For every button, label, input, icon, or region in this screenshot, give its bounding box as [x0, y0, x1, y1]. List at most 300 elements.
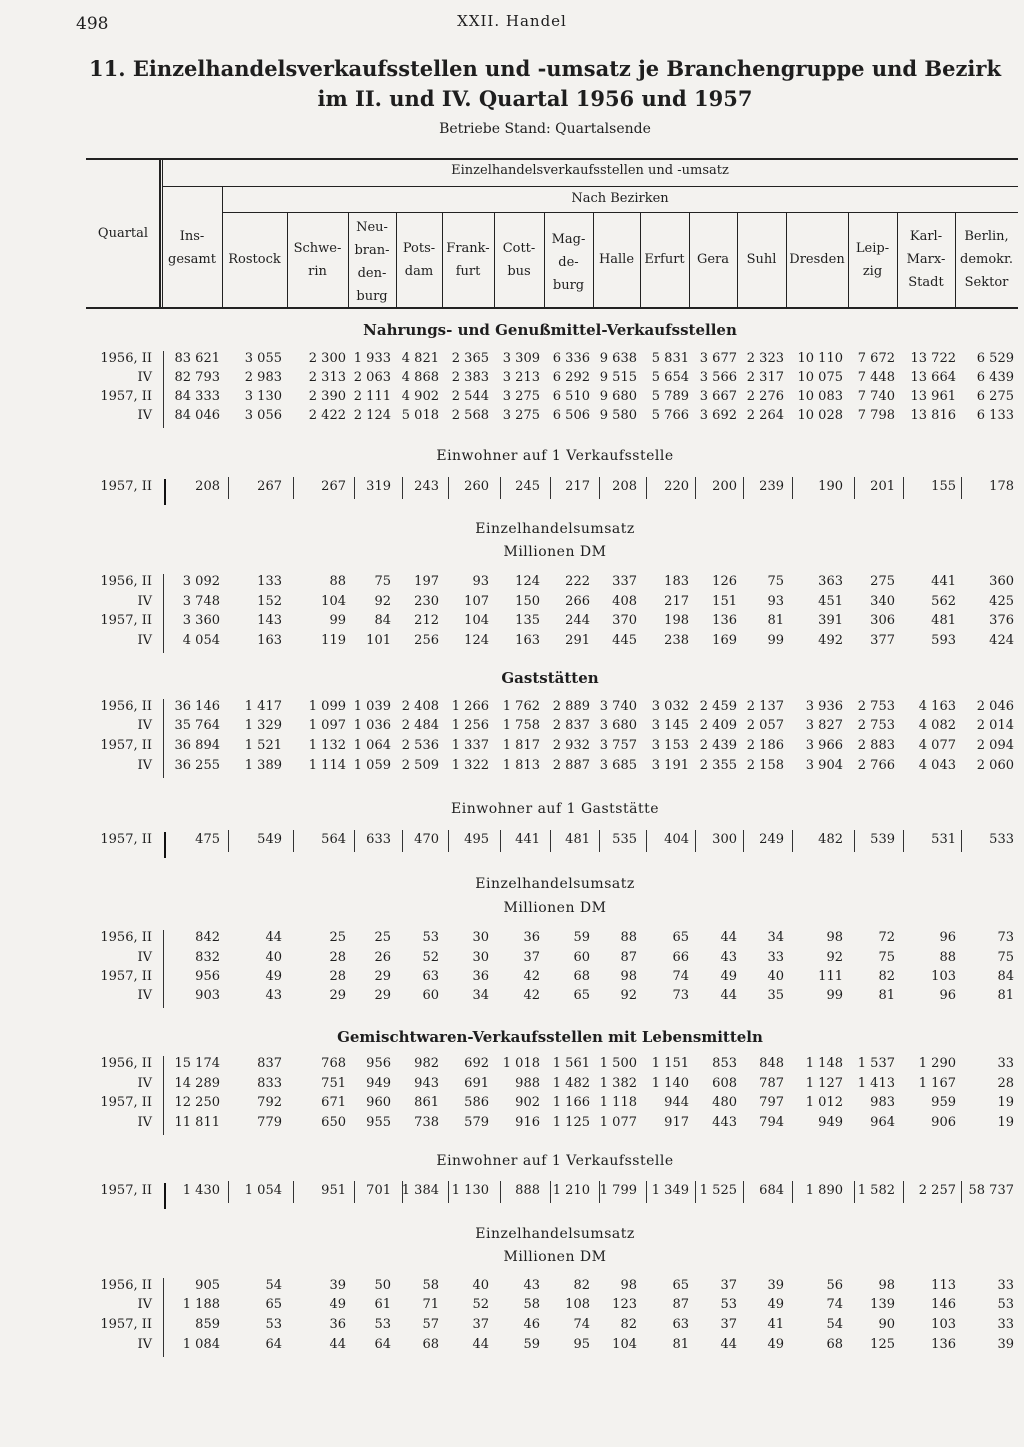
table-cell: 49 — [720, 969, 737, 984]
table-cell: 96 — [939, 930, 956, 945]
table-cell: 197 — [414, 574, 439, 589]
table-cell: 37 — [720, 1278, 737, 1293]
table-row — [0, 351, 1024, 371]
table-cell: 376 — [989, 613, 1014, 628]
table-cell: 443 — [712, 1115, 737, 1130]
table-cell: 87 — [672, 1297, 689, 1312]
column-header: Dresden — [789, 252, 845, 267]
table-cell: 1 500 — [599, 1056, 637, 1071]
quarter-label: 1957, II — [100, 1317, 152, 1332]
table-cell: 482 — [818, 832, 843, 847]
table-cell: 3 145 — [651, 718, 689, 733]
table-cell: 43 — [523, 1278, 540, 1293]
table-row — [0, 1278, 1024, 1298]
table-cell: 244 — [565, 613, 590, 628]
table-cell: 99 — [826, 988, 843, 1003]
table-cell: 1 166 — [552, 1095, 590, 1110]
subsection-title: Einwohner auf 1 Gaststätte — [451, 801, 659, 817]
table-cell: 60 — [573, 950, 590, 965]
table-cell: 88 — [620, 930, 637, 945]
table-cell: 58 — [422, 1278, 439, 1293]
table-cell: 35 — [767, 988, 784, 1003]
table-cell: 1 537 — [857, 1056, 895, 1071]
table-cell: 906 — [931, 1115, 956, 1130]
table-cell: 4 054 — [182, 633, 220, 648]
table-row — [0, 969, 1024, 989]
subsection-title: Einzelhandelsumsatz — [475, 1226, 635, 1242]
table-cell: 103 — [931, 969, 956, 984]
table-cell: 3 153 — [651, 738, 689, 753]
table-cell: 243 — [414, 479, 439, 494]
table-cell: 163 — [515, 633, 540, 648]
table-cell: 36 894 — [174, 738, 220, 753]
table-cell: 238 — [664, 633, 689, 648]
table-cell: 74 — [573, 1317, 590, 1332]
table-cell: 738 — [414, 1115, 439, 1130]
table-cell: 222 — [565, 574, 590, 589]
page-number: 498 — [76, 14, 109, 34]
table-cell: 98 — [826, 930, 843, 945]
table-cell: 2 124 — [353, 408, 391, 423]
table-cell: 124 — [515, 574, 540, 589]
table-cell: 370 — [612, 613, 637, 628]
table-cell: 95 — [573, 1337, 590, 1352]
table-cell: 101 — [366, 633, 391, 648]
table-row — [0, 1297, 1024, 1317]
table-cell: 50 — [374, 1278, 391, 1293]
table-cell: 28 — [329, 969, 346, 984]
table-cell: 135 — [515, 613, 540, 628]
column-header: Gera — [696, 252, 730, 267]
table-cell: 9 638 — [599, 351, 637, 366]
table-cell: 1 210 — [552, 1183, 590, 1198]
table-cell: 35 764 — [174, 718, 220, 733]
table-cell: 75 — [878, 950, 895, 965]
table-cell: 2 264 — [746, 408, 784, 423]
table-cell: 88 — [329, 574, 346, 589]
table-cell: 859 — [195, 1317, 220, 1332]
quarter-label: 1957, II — [100, 738, 152, 753]
table-cell: 52 — [422, 950, 439, 965]
table-cell: 54 — [826, 1317, 843, 1332]
table-cell: 470 — [414, 832, 439, 847]
table-cell: 2 137 — [746, 699, 784, 714]
table-row — [0, 758, 1024, 778]
column-header: Neu- bran- den- burg — [354, 220, 390, 304]
table-cell: 363 — [818, 574, 843, 589]
table-cell: 81 — [672, 1337, 689, 1352]
table-cell: 768 — [321, 1056, 346, 1071]
table-cell: 44 — [265, 930, 282, 945]
table-cell: 692 — [464, 1056, 489, 1071]
table-cell: 2 753 — [857, 699, 895, 714]
table-cell: 14 289 — [174, 1076, 220, 1091]
table-cell: 65 — [573, 988, 590, 1003]
table-cell: 539 — [870, 832, 895, 847]
table-cell: 92 — [374, 594, 391, 609]
table-cell: 533 — [989, 832, 1014, 847]
table-cell: 53 — [997, 1297, 1014, 1312]
table-cell: 3 032 — [651, 699, 689, 714]
table-cell: 340 — [870, 594, 895, 609]
table-cell: 4 868 — [401, 370, 439, 385]
table-cell: 300 — [712, 832, 737, 847]
column-header: Schwe- rin — [293, 241, 342, 279]
quarter-label: 1956, II — [100, 1056, 152, 1071]
table-row — [0, 613, 1024, 633]
quarter-label: IV — [137, 758, 152, 773]
table-cell: 6 529 — [976, 351, 1014, 366]
table-cell: 1 349 — [651, 1183, 689, 1198]
table-cell: 833 — [257, 1076, 282, 1091]
table-cell: 44 — [472, 1337, 489, 1352]
table-cell: 701 — [366, 1183, 391, 1198]
table-cell: 2 766 — [857, 758, 895, 773]
table-cell: 564 — [321, 832, 346, 847]
table-cell: 99 — [329, 613, 346, 628]
table-cell: 1 132 — [308, 738, 346, 753]
table-cell: 6 275 — [976, 389, 1014, 404]
table-cell: 2 753 — [857, 718, 895, 733]
table-cell: 3 191 — [651, 758, 689, 773]
table-cell: 3 309 — [502, 351, 540, 366]
table-cell: 198 — [664, 613, 689, 628]
table-cell: 1 290 — [918, 1056, 956, 1071]
table-cell: 217 — [664, 594, 689, 609]
table-cell: 650 — [321, 1115, 346, 1130]
table-cell: 1 525 — [699, 1183, 737, 1198]
table-cell: 98 — [620, 1278, 637, 1293]
table-cell: 230 — [414, 594, 439, 609]
table-cell: 481 — [565, 832, 590, 847]
table-cell: 1 762 — [502, 699, 540, 714]
section-title: Gaststätten — [501, 669, 599, 687]
table-cell: 1 039 — [353, 699, 391, 714]
table-cell: 6 133 — [976, 408, 1014, 423]
table-cell: 3 685 — [599, 758, 637, 773]
table-cell: 200 — [712, 479, 737, 494]
table-row — [0, 930, 1024, 950]
table-cell: 2 355 — [699, 758, 737, 773]
table-cell: 2 158 — [746, 758, 784, 773]
table-cell: 1 125 — [552, 1115, 590, 1130]
table-cell: 10 028 — [797, 408, 843, 423]
table-cell: 239 — [759, 479, 784, 494]
table-cell: 217 — [565, 479, 590, 494]
table-cell: 25 — [374, 930, 391, 945]
table-row — [0, 950, 1024, 970]
table-cell: 68 — [573, 969, 590, 984]
table-cell: 163 — [257, 633, 282, 648]
table-cell: 959 — [931, 1095, 956, 1110]
table-cell: 42 — [523, 988, 540, 1003]
table-cell: 956 — [366, 1056, 391, 1071]
table-cell: 75 — [767, 574, 784, 589]
table-cell: 1 097 — [308, 718, 346, 733]
table-cell: 6 336 — [552, 351, 590, 366]
table-cell: 183 — [664, 574, 689, 589]
table-cell: 1 384 — [401, 1183, 439, 1198]
table-cell: 5 018 — [401, 408, 439, 423]
table-cell: 60 — [422, 988, 439, 1003]
column-header: Halle — [598, 252, 635, 267]
table-cell: 3 130 — [244, 389, 282, 404]
table-cell: 54 — [265, 1278, 282, 1293]
table-cell: 33 — [997, 1056, 1014, 1071]
table-cell: 65 — [265, 1297, 282, 1312]
table-cell: 2 837 — [552, 718, 590, 733]
table-cell: 848 — [759, 1056, 784, 1071]
table-cell: 249 — [759, 832, 784, 847]
table-cell: 1 084 — [182, 1337, 220, 1352]
table-cell: 3 566 — [699, 370, 737, 385]
table-cell: 794 — [759, 1115, 784, 1130]
table-cell: 2 544 — [451, 389, 489, 404]
table-cell: 2 257 — [918, 1183, 956, 1198]
table-cell: 61 — [374, 1297, 391, 1312]
table-cell: 1 561 — [552, 1056, 590, 1071]
table-cell: 2 932 — [552, 738, 590, 753]
table-cell: 71 — [422, 1297, 439, 1312]
table-cell: 3 667 — [699, 389, 737, 404]
table-cell: 34 — [472, 988, 489, 1003]
table-cell: 3 936 — [805, 699, 843, 714]
table-cell: 92 — [826, 950, 843, 965]
table-cell: 988 — [515, 1076, 540, 1091]
table-cell: 136 — [712, 613, 737, 628]
table-cell: 1 389 — [244, 758, 282, 773]
table-cell: 28 — [997, 1076, 1014, 1091]
table-cell: 4 043 — [918, 758, 956, 773]
column-header: Mag- de- burg — [551, 232, 586, 293]
table-cell: 3 213 — [502, 370, 540, 385]
table-cell: 2 063 — [353, 370, 391, 385]
table-cell: 955 — [366, 1115, 391, 1130]
table-cell: 2 060 — [976, 758, 1014, 773]
table-cell: 190 — [818, 479, 843, 494]
column-header: Erfurt — [644, 252, 685, 267]
table-row — [0, 1337, 1024, 1357]
table-cell: 408 — [612, 594, 637, 609]
column-header: Pots- dam — [402, 241, 436, 279]
table-cell: 944 — [664, 1095, 689, 1110]
section-title: Gemischtwaren-Verkaufsstellen mit Lebensmitteln — [337, 1028, 763, 1046]
table-cell: 82 — [573, 1278, 590, 1293]
table-cell: 65 — [672, 930, 689, 945]
column-header: Karl- Marx- Stadt — [906, 229, 946, 290]
table-cell: 267 — [257, 479, 282, 494]
table-cell: 65 — [672, 1278, 689, 1293]
table-cell: 982 — [414, 1056, 439, 1071]
table-cell: 46 — [523, 1317, 540, 1332]
table-cell: 337 — [612, 574, 637, 589]
table-cell: 2 276 — [746, 389, 784, 404]
table-cell: 63 — [672, 1317, 689, 1332]
table-cell: 25 — [329, 930, 346, 945]
table-cell: 441 — [515, 832, 540, 847]
table-cell: 83 621 — [174, 351, 220, 366]
table-cell: 593 — [931, 633, 956, 648]
table-cell: 983 — [870, 1095, 895, 1110]
table-cell: 43 — [720, 950, 737, 965]
table-cell: 44 — [720, 1337, 737, 1352]
table-cell: 12 250 — [174, 1095, 220, 1110]
table-cell: 1 758 — [502, 718, 540, 733]
column-header: Ins- gesamt — [168, 229, 216, 267]
table-cell: 3 677 — [699, 351, 737, 366]
table-cell: 2 186 — [746, 738, 784, 753]
table-cell: 75 — [997, 950, 1014, 965]
table-cell: 2 439 — [699, 738, 737, 753]
table-cell: 75 — [374, 574, 391, 589]
column-header: Berlin, demokr. Sektor — [960, 229, 1013, 290]
header-bottom-rule — [86, 307, 1018, 309]
subsection-unit: Millionen DM — [503, 1249, 607, 1265]
header-group-label: Einzelhandelsverkaufsstellen und -umsatz — [451, 163, 729, 178]
table-cell: 1 413 — [857, 1076, 895, 1091]
table-cell: 151 — [712, 594, 737, 609]
table-cell: 49 — [767, 1337, 784, 1352]
table-cell: 1 130 — [451, 1183, 489, 1198]
table-header — [0, 0, 1024, 320]
table-cell: 797 — [759, 1095, 784, 1110]
table-cell: 7 740 — [857, 389, 895, 404]
table-cell: 481 — [931, 613, 956, 628]
table-cell: 256 — [414, 633, 439, 648]
table-cell: 1 118 — [599, 1095, 637, 1110]
table-cell: 960 — [366, 1095, 391, 1110]
table-cell: 11 811 — [174, 1115, 220, 1130]
section-title: Nahrungs- und Genußmittel-Verkaufsstellen — [363, 321, 737, 339]
subsection-title: Einzelhandelsumsatz — [475, 521, 635, 537]
table-cell: 535 — [612, 832, 637, 847]
subsection-title: Einwohner auf 1 Verkaufsstelle — [436, 448, 674, 464]
table-cell: 2 568 — [451, 408, 489, 423]
table-cell: 1 148 — [805, 1056, 843, 1071]
quarter-label: 1957, II — [100, 1183, 152, 1198]
table-cell: 1 059 — [353, 758, 391, 773]
table-row — [0, 1183, 1024, 1203]
table-cell: 49 — [329, 1297, 346, 1312]
table-cell: 4 163 — [918, 699, 956, 714]
table-cell: 63 — [422, 969, 439, 984]
table-cell: 2 536 — [401, 738, 439, 753]
table-cell: 2 317 — [746, 370, 784, 385]
table-cell: 951 — [321, 1183, 346, 1198]
table-cell: 5 831 — [651, 351, 689, 366]
table-cell: 1 521 — [244, 738, 282, 753]
table-cell: 13 816 — [910, 408, 956, 423]
table-cell: 1 382 — [599, 1076, 637, 1091]
table-cell: 266 — [565, 594, 590, 609]
table-cell: 492 — [818, 633, 843, 648]
table-cell: 3 092 — [182, 574, 220, 589]
table-cell: 29 — [329, 988, 346, 1003]
table-cell: 73 — [672, 988, 689, 1003]
table-cell: 113 — [931, 1278, 956, 1293]
table-cell: 111 — [818, 969, 843, 984]
table-cell: 3 056 — [244, 408, 282, 423]
table-cell: 30 — [472, 930, 489, 945]
table-row — [0, 1095, 1024, 1115]
table-cell: 4 902 — [401, 389, 439, 404]
table-cell: 837 — [257, 1056, 282, 1071]
table-row — [0, 699, 1024, 719]
table-cell: 445 — [612, 633, 637, 648]
quarter-label: 1956, II — [100, 351, 152, 366]
table-cell: 1 322 — [451, 758, 489, 773]
table-subtitle: Betriebe Stand: Quartalsende — [439, 121, 651, 137]
quarter-label: IV — [137, 594, 152, 609]
table-cell: 5 789 — [651, 389, 689, 404]
table-row — [0, 479, 1024, 499]
table-cell: 10 083 — [797, 389, 843, 404]
table-cell: 81 — [878, 988, 895, 1003]
table-cell: 3 740 — [599, 699, 637, 714]
table-cell: 119 — [321, 633, 346, 648]
table-cell: 2 323 — [746, 351, 784, 366]
table-cell: 3 360 — [182, 613, 220, 628]
table-cell: 751 — [321, 1076, 346, 1091]
table-cell: 220 — [664, 479, 689, 494]
table-cell: 3 966 — [805, 738, 843, 753]
table-cell: 93 — [472, 574, 489, 589]
table-cell: 475 — [195, 832, 220, 847]
column-header: Suhl — [746, 252, 777, 267]
table-cell: 404 — [664, 832, 689, 847]
header-nach-bezirken: Nach Bezirken — [571, 191, 669, 206]
table-cell: 99 — [767, 633, 784, 648]
table-cell: 123 — [612, 1297, 637, 1312]
table-cell: 1 256 — [451, 718, 489, 733]
table-cell: 57 — [422, 1317, 439, 1332]
table-cell: 82 793 — [174, 370, 220, 385]
table-cell: 40 — [767, 969, 784, 984]
table-cell: 495 — [464, 832, 489, 847]
table-cell: 10 075 — [797, 370, 843, 385]
table-row — [0, 1317, 1024, 1337]
header-quartal: Quartal — [97, 226, 149, 241]
running-head: XXII. Handel — [457, 12, 567, 30]
table-cell: 1 188 — [182, 1297, 220, 1312]
table-cell: 44 — [720, 930, 737, 945]
table-cell: 43 — [265, 988, 282, 1003]
table-cell: 2 484 — [401, 718, 439, 733]
table-cell: 104 — [464, 613, 489, 628]
table-cell: 6 439 — [976, 370, 1014, 385]
quarter-label: 1956, II — [100, 574, 152, 589]
table-cell: 49 — [265, 969, 282, 984]
table-cell: 956 — [195, 969, 220, 984]
table-cell: 7 672 — [857, 351, 895, 366]
table-cell: 2 887 — [552, 758, 590, 773]
table-row — [0, 408, 1024, 428]
table-cell: 1 799 — [599, 1183, 637, 1198]
table-cell: 39 — [997, 1337, 1014, 1352]
table-cell: 1 890 — [805, 1183, 843, 1198]
table-cell: 201 — [870, 479, 895, 494]
table-cell: 40 — [265, 950, 282, 965]
table-cell: 104 — [612, 1337, 637, 1352]
table-cell: 949 — [818, 1115, 843, 1130]
table-row — [0, 389, 1024, 409]
table-cell: 155 — [931, 479, 956, 494]
quarter-label: IV — [137, 1115, 152, 1130]
table-cell: 964 — [870, 1115, 895, 1130]
table-cell: 59 — [523, 1337, 540, 1352]
table-cell: 84 — [997, 969, 1014, 984]
table-cell: 608 — [712, 1076, 737, 1091]
